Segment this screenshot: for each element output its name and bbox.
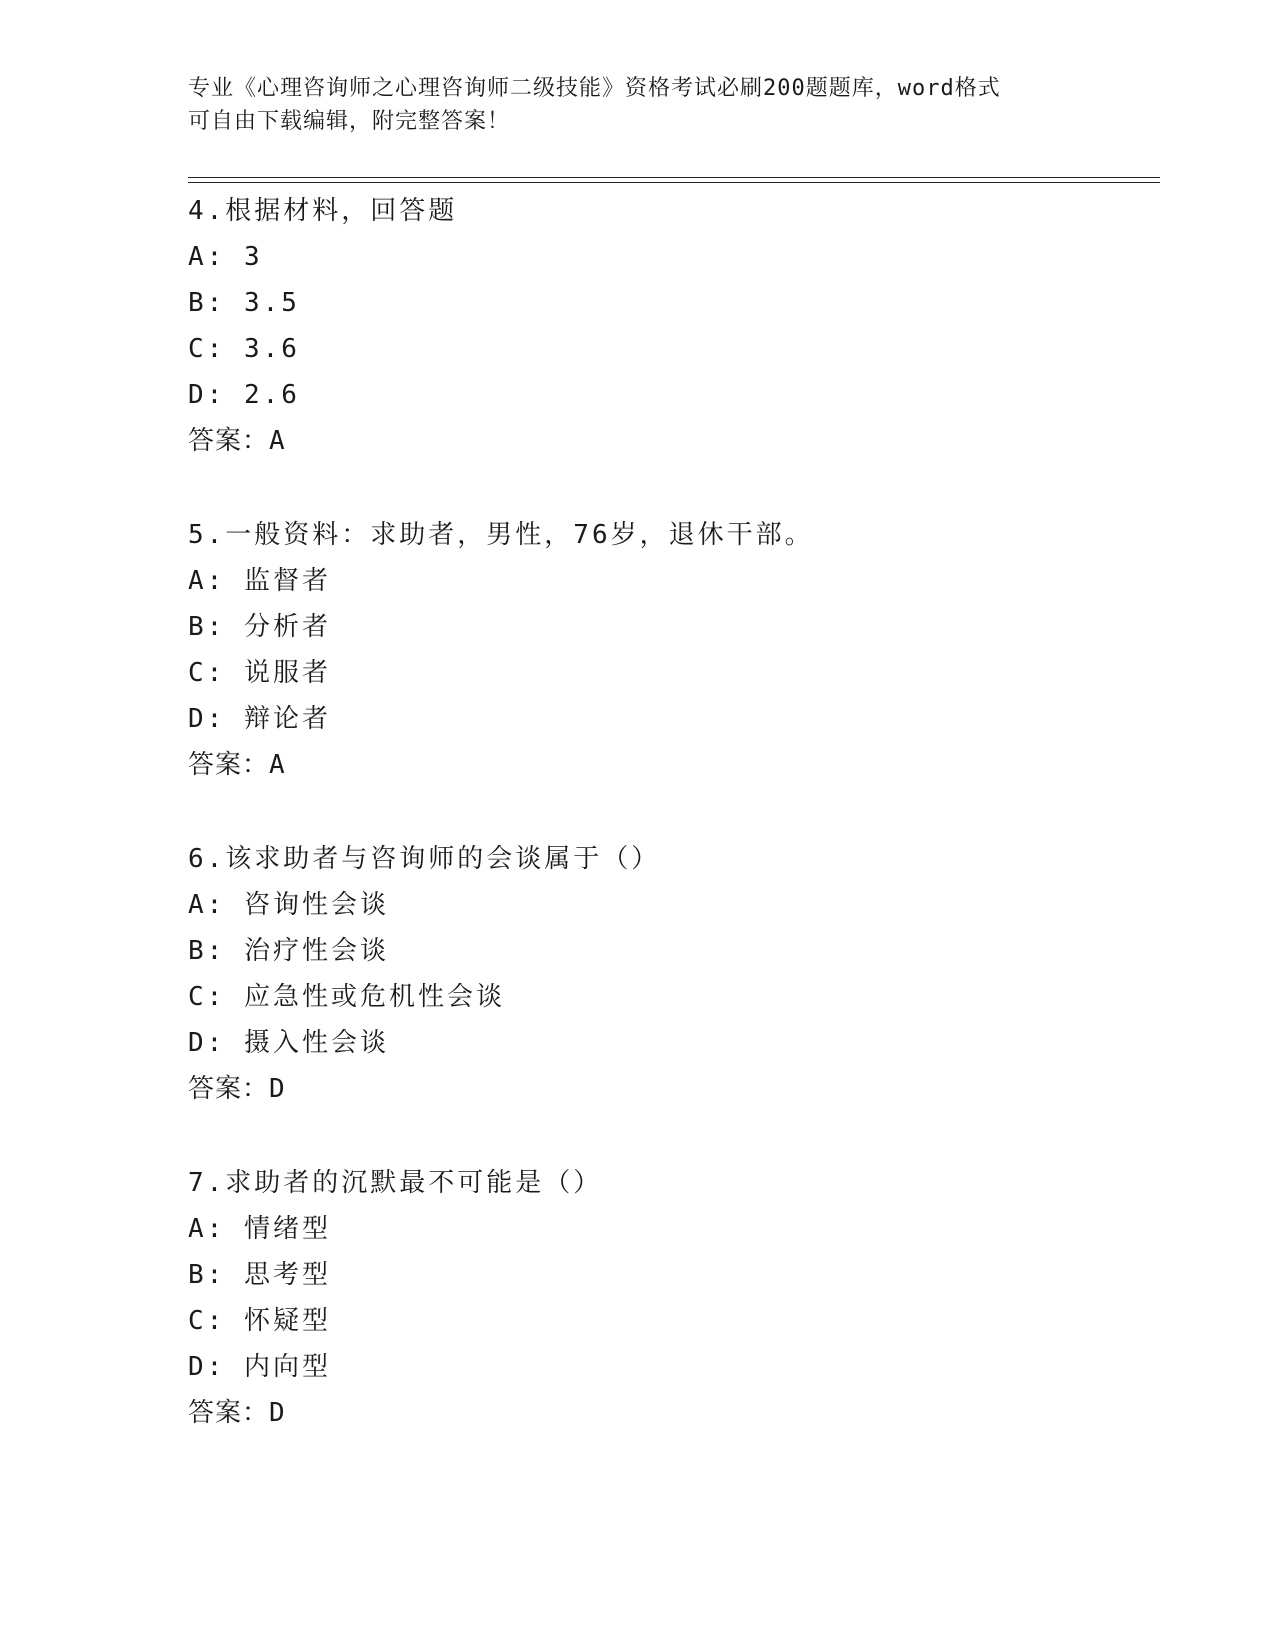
question-7: [188, 1160, 1168, 1436]
option-d: D: 内向型: [188, 1352, 331, 1382]
option-b: B: 3.5: [188, 288, 300, 318]
option-d: D: 辩论者: [188, 704, 331, 734]
option-d: D: 摄入性会谈: [188, 1028, 389, 1058]
question-stem: 5.一般资料：求助者，男性，76岁，退休干部。: [188, 520, 814, 550]
question-4: [188, 188, 1168, 464]
option-b: B: 治疗性会谈: [188, 936, 389, 966]
header-rule-bottom: [188, 182, 1160, 183]
question-list: [188, 188, 1168, 1484]
question-stem: 6.该求助者与咨询师的会谈属于（）: [188, 844, 661, 874]
option-c: C: 应急性或危机性会谈: [188, 982, 505, 1012]
question-5: [188, 512, 1168, 788]
option-a: A: 3: [188, 242, 263, 272]
question-stem: 7.求助者的沉默最不可能是（）: [188, 1168, 603, 1198]
header-rule-top: [188, 177, 1160, 178]
answer-line: 答案：D: [188, 1398, 286, 1428]
option-c: C: 说服者: [188, 658, 331, 688]
answer-line: 答案：A: [188, 426, 286, 456]
option-a: A: 咨询性会谈: [188, 890, 389, 920]
option-a: A: 监督者: [188, 566, 331, 596]
option-b: B: 分析者: [188, 612, 331, 642]
option-c: C: 3.6: [188, 334, 300, 364]
option-b: B: 思考型: [188, 1260, 331, 1290]
option-c: C: 怀疑型: [188, 1306, 331, 1336]
option-d: D: 2.6: [188, 380, 300, 410]
answer-line: 答案：A: [188, 750, 286, 780]
option-a: A: 情绪型: [188, 1214, 331, 1244]
question-stem: 4.根据材料，回答题: [188, 196, 458, 226]
answer-line: 答案：D: [188, 1074, 286, 1104]
header-title-line-2: 可自由下载编辑，附完整答案！: [188, 109, 511, 134]
document-header: [188, 72, 1088, 138]
header-title-line-1: 专业《心理咨询师之心理咨询师二级技能》资格考试必刷200题题库，word格式: [188, 76, 1001, 101]
question-6: [188, 836, 1168, 1112]
